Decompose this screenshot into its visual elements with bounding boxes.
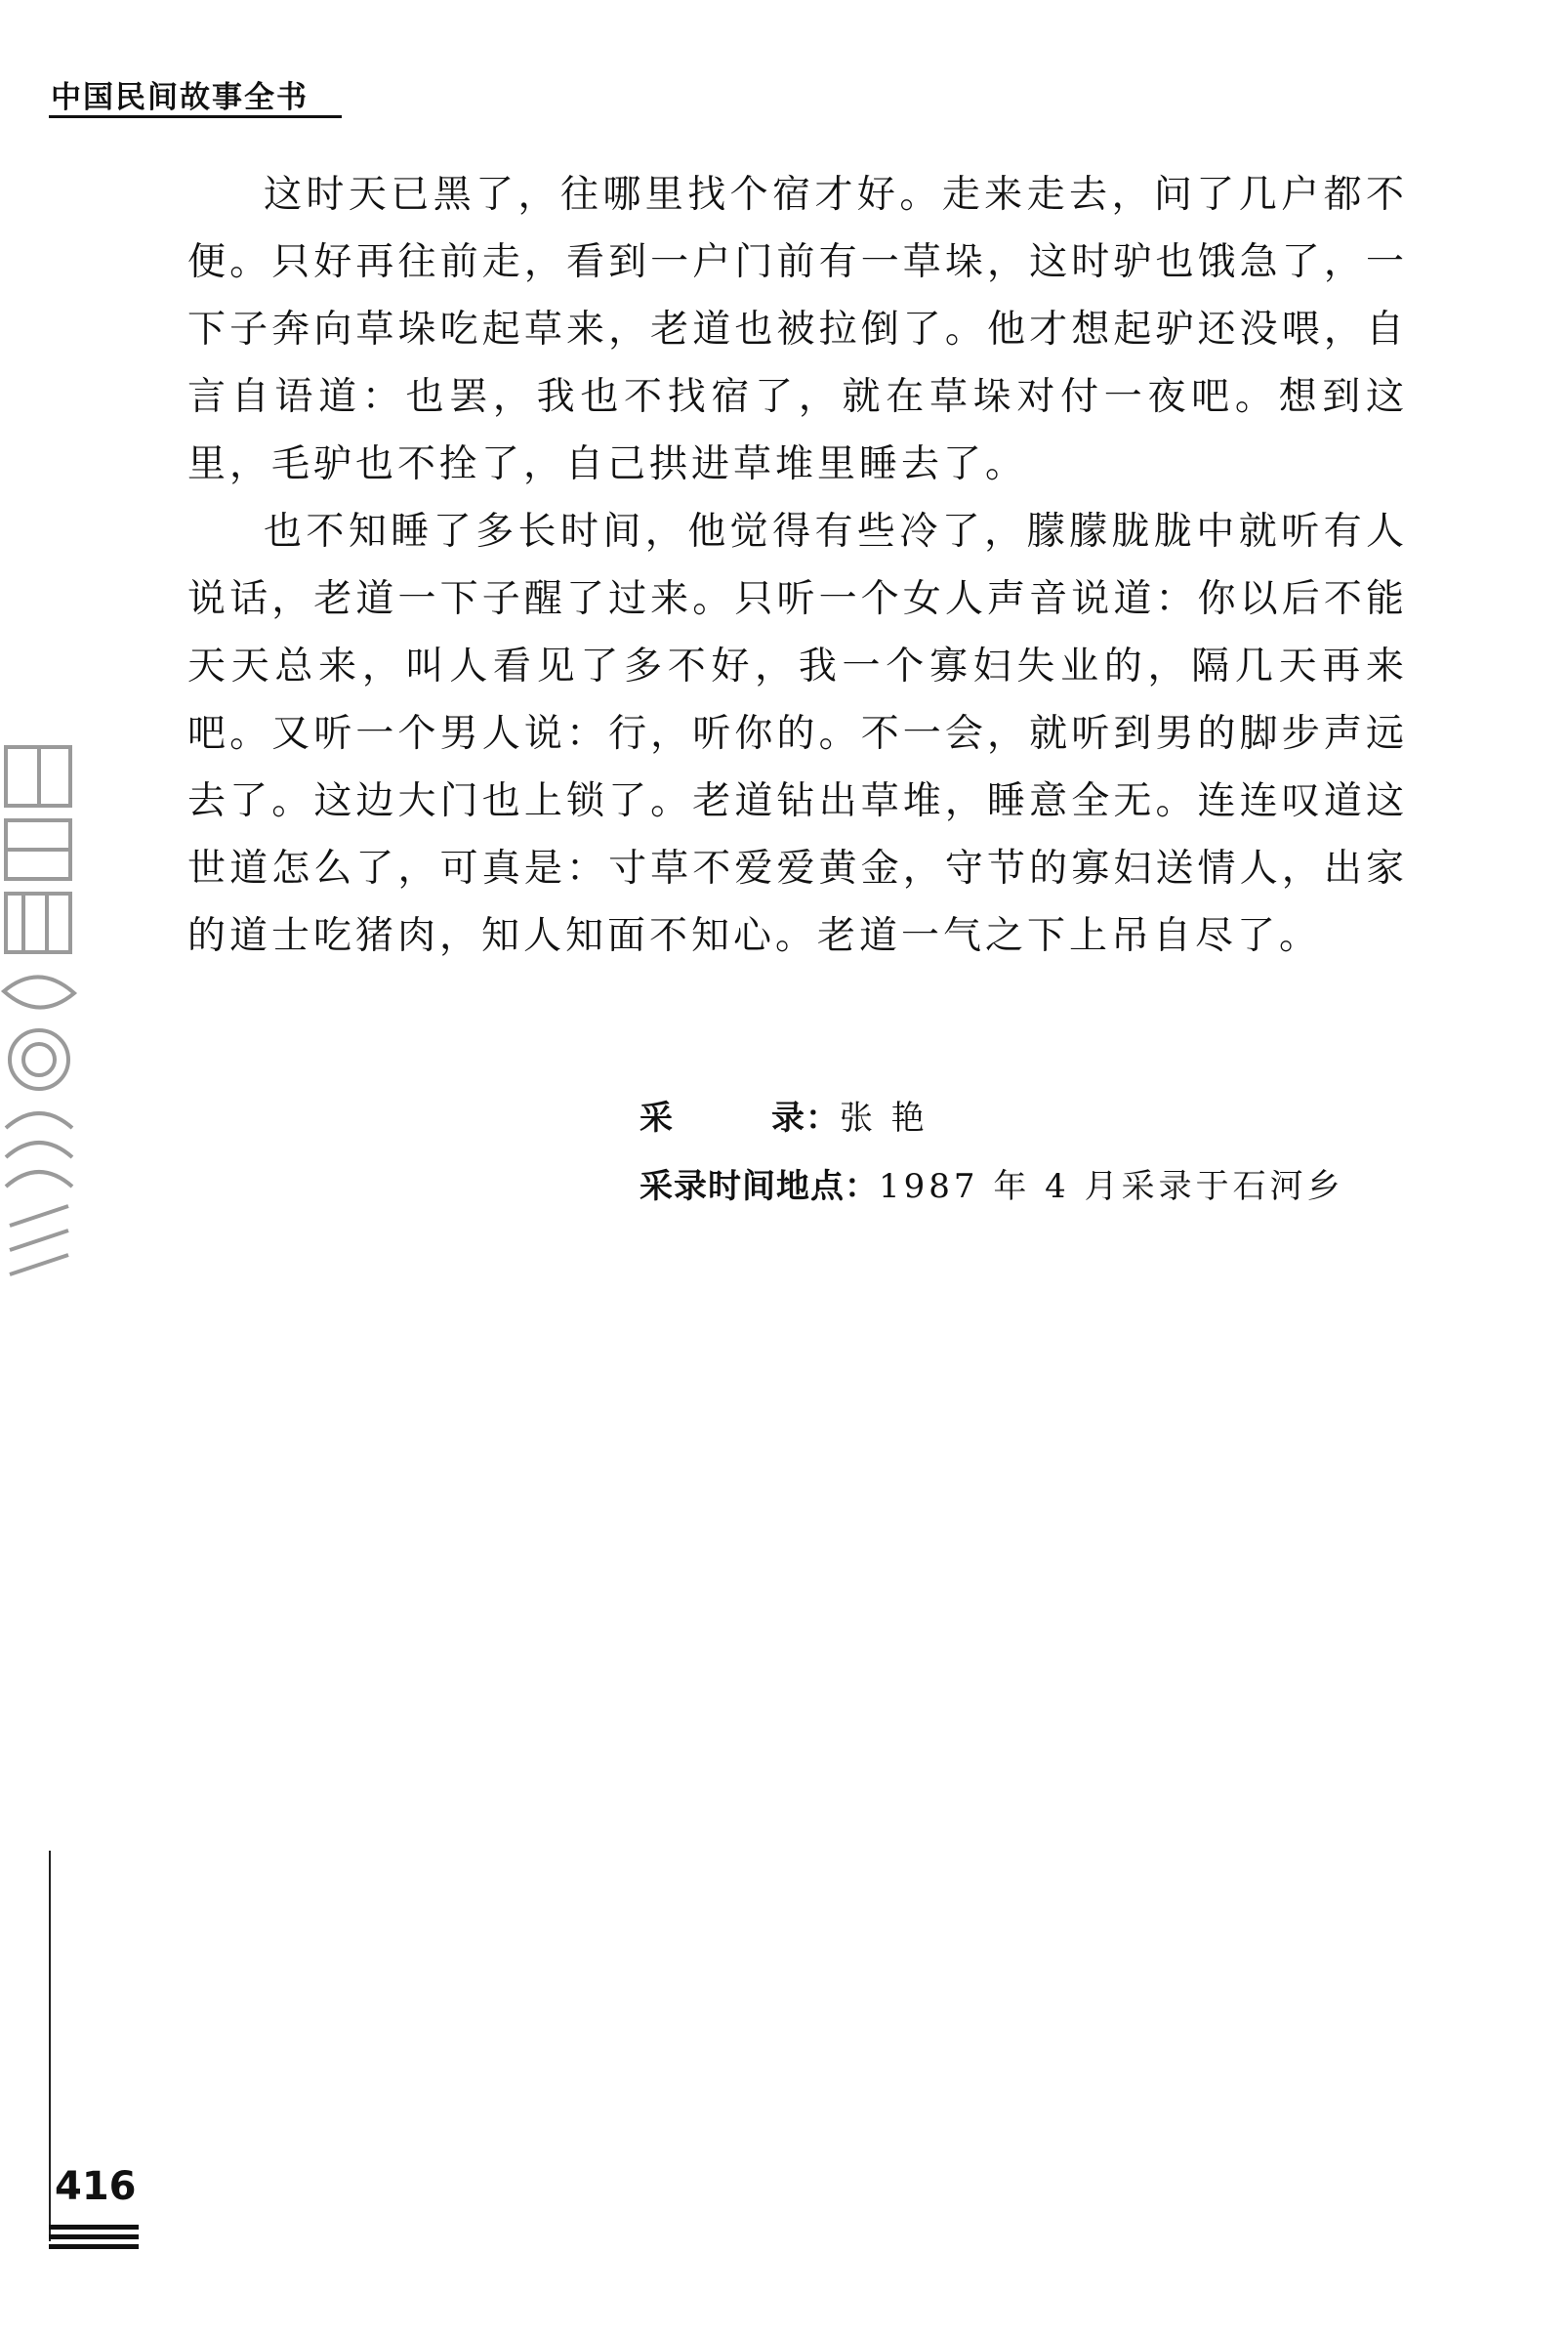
story-paragraph-1: 这时天已黑了，往哪里找个宿才好。走来走去，问了几户都不便。只好再往前走，看到一户门前有一草垛，这时驴也饿急了，一下子奔向草垛吃起草来，老道也被拉倒了。他才想起驴还没喂，自言自语道：也罢，我也不找宿了，就在草垛对付一夜吧。想到这里，毛驴也不拴了，自己拱进草堆里睡去了。 xyxy=(187,173,1408,486)
left-margin-rule xyxy=(49,1851,51,2241)
time-place-value: 1987 年 4 月采录于石河乡 xyxy=(879,1167,1344,1206)
credits-block xyxy=(640,1084,1344,1221)
collector-name: 张 艳 xyxy=(840,1099,928,1138)
running-head-rule xyxy=(49,115,342,118)
story-paragraph-2: 也不知睡了多长时间，他觉得有些冷了，朦朦胧胧中就听有人说话，老道一下子醒了过来。只听一个女人声音说道：你以后不能天天总来，叫人看见了多不好，我一个寡妇失业的，隔几天再来吧。又听一个男人说：行，听你的。不一会，就听到男的脚步声远去了。这边大门也上锁了。老道钻出草堆，睡意全无。连连叹道这世道怎么了，可真是：寸草不爱爱黄金，守节的寡妇送情人，出家的道士吃猪肉，知人知面不知心。老道一气之下上吊自尽了。 xyxy=(187,510,1408,958)
time-place-label: 采录时间地点： xyxy=(640,1167,879,1206)
page-number-bars xyxy=(49,2225,139,2254)
collector-label-first: 采 xyxy=(640,1099,674,1138)
page-number: 416 xyxy=(55,2164,137,2209)
story-body xyxy=(187,161,1408,970)
collector-label-last: 录： xyxy=(771,1099,840,1138)
credit-row-collector xyxy=(640,1084,1344,1152)
side-ornament-graphic xyxy=(0,737,78,1284)
running-head-title: 中国民间故事全书 xyxy=(51,80,309,115)
credit-row-time-place xyxy=(640,1152,1344,1221)
